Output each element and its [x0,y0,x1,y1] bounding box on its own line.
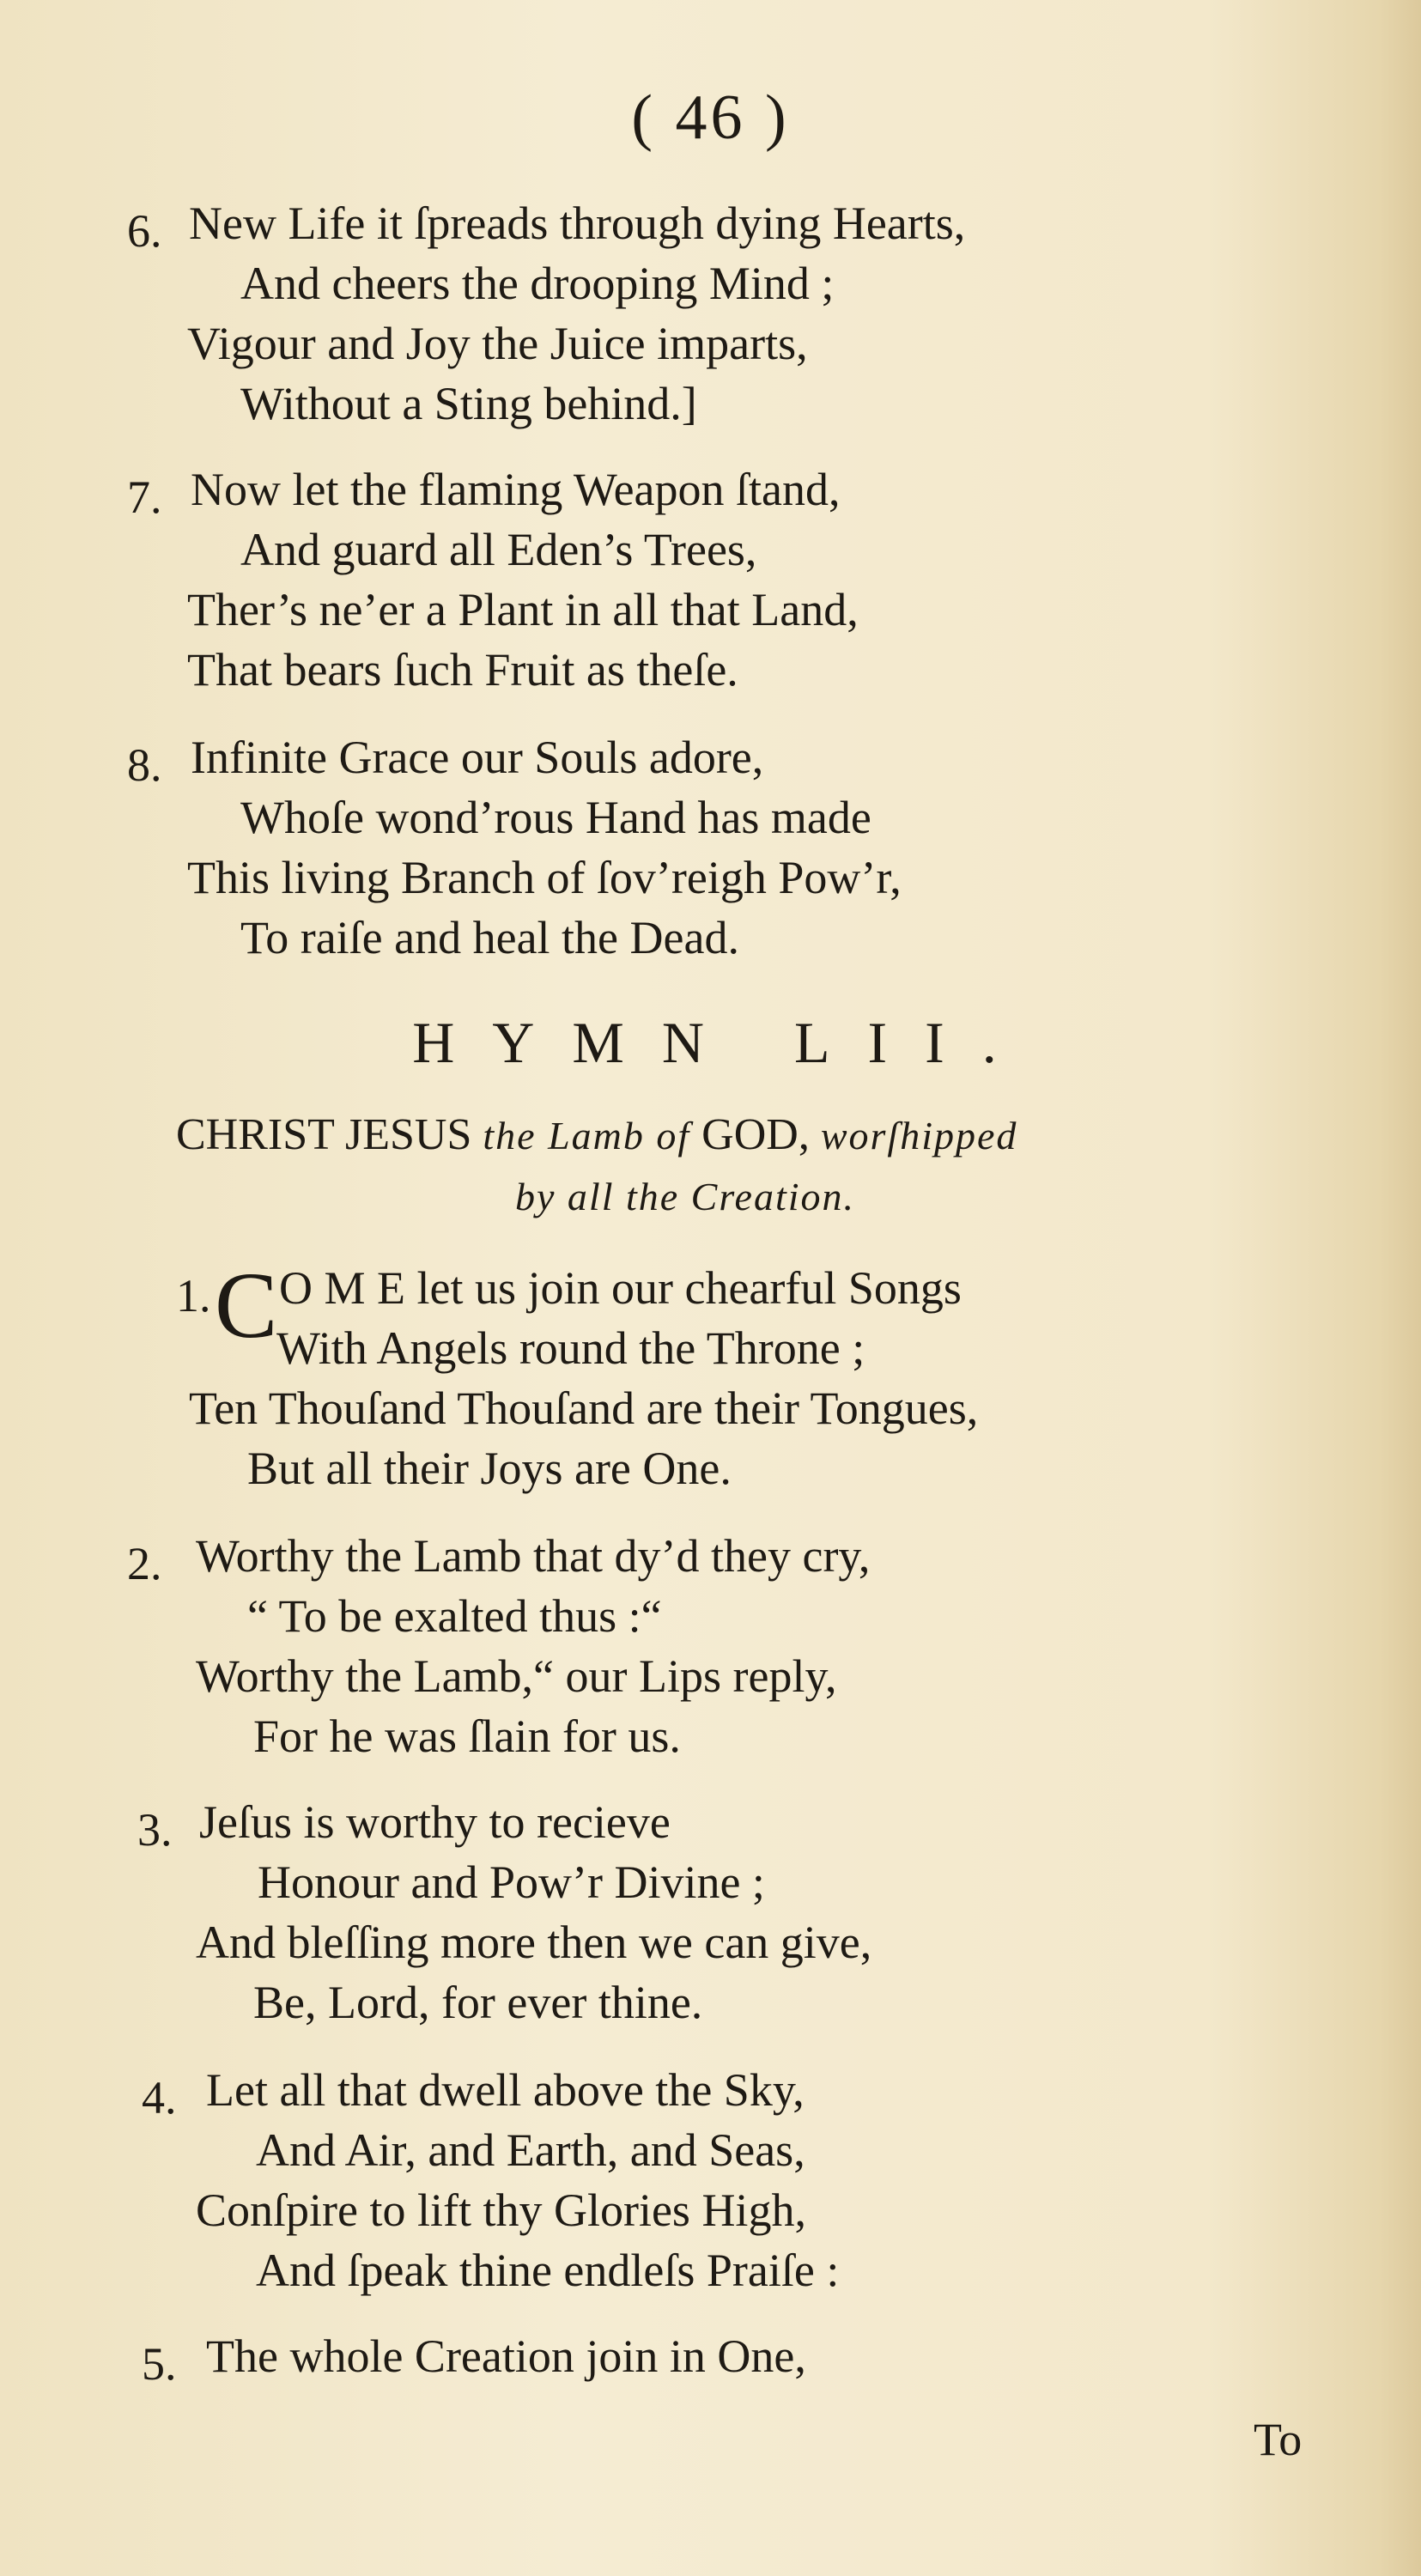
stanza-number: 8. [127,739,162,791]
stanza-number: 3. [137,1804,173,1856]
verse-line: Honour and Pow’r Divine ; [258,1856,765,1908]
verse-line: But all their Joys are One. [247,1443,732,1494]
verse-line: O M E let us join our chearful Songs [279,1262,962,1314]
verse-line: New Life it ſpreads through dying Hearts, [189,197,966,249]
subtitle-italic: worſhipped [820,1114,1018,1157]
verse-line: And cheers the drooping Mind ; [240,258,835,309]
verse-line: Be, Lord, for ever thine. [253,1977,703,2028]
hymn-subtitle [176,1109,1017,1160]
verse-line: Conſpire to lift thy Glories High, [196,2184,806,2236]
verse-line: And ſpeak thine endleſs Praiſe : [256,2245,840,2296]
verse-line: Jeſus is worthy to recieve [199,1796,671,1848]
verse-line: Vigour and Joy the Juice imparts, [187,318,808,369]
verse-line: Worthy the Lamb,“ our Lips reply, [196,1650,837,1702]
verse-line: And Air, and Earth, and Seas, [256,2124,805,2176]
stanza-number: 2. [127,1538,162,1589]
verse-line: To raiſe and heal the Dead. [240,912,739,963]
stanza-number: 4. [142,2072,177,2123]
verse-line: Worthy the Lamb that dy’d they cry, [196,1530,871,1582]
stanza-number: 5. [142,2338,177,2390]
stanza-number: 7. [127,471,162,523]
stanza-number: 1. [176,1270,211,1321]
hymn-title: HYMN LII. [412,1010,1035,1075]
verse-line: Infinite Grace our Souls adore, [191,732,764,783]
stanza-number: 6. [127,205,162,257]
verse-line: For he was ſlain for us. [253,1710,681,1762]
subtitle-italic: the Lamb of [483,1114,691,1157]
hymn-subtitle-line-2: by all the Creation. [515,1175,856,1218]
verse-line: Whoſe wond’rous Hand has made [240,792,871,843]
verse-line: That bears ſuch Fruit as theſe. [187,644,738,696]
page-number: ( 46 ) [631,82,790,153]
verse-line: “ To be exalted thus :“ [247,1590,662,1642]
verse-line: This living Branch of ſov’reigh Pow’r, [187,852,902,903]
subtitle-roman: GOD, [701,1110,810,1159]
subtitle-roman: CHRIST JESUS [176,1110,472,1159]
verse-line: The whole Creation join in One, [206,2330,806,2382]
verse-line: Without a Sting behind.] [240,378,697,429]
verse-line: And bleſſing more then we can give, [196,1917,872,1968]
verse-line: With Angels round the Throne ; [276,1322,865,1374]
verse-line: Let all that dwell above the Sky, [206,2064,805,2116]
catchword: To [1254,2414,1303,2465]
drop-cap: C [215,1253,278,1358]
verse-line: Now let the flaming Weapon ſtand, [191,464,841,515]
verse-line: Ten Thouſand Thouſand are their Tongues, [189,1382,979,1434]
verse-line: Ther’s ne’er a Plant in all that Land, [187,584,859,635]
verse-line: And guard all Eden’s Trees, [240,524,757,575]
